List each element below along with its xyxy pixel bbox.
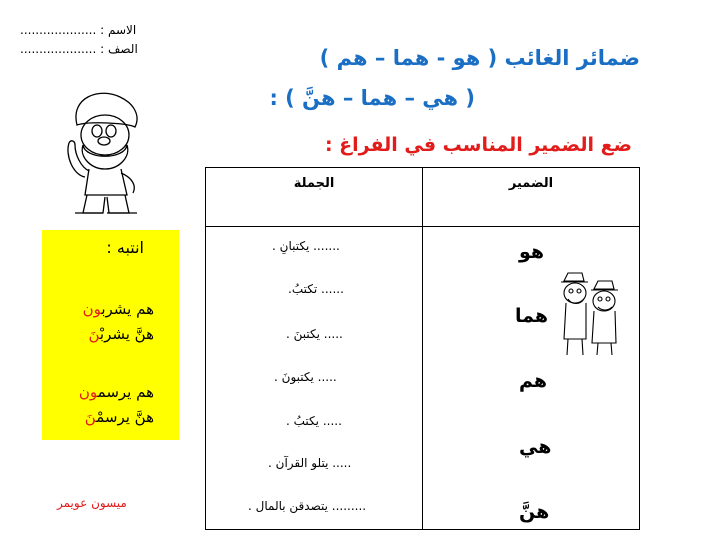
attention-note-box [42,230,179,440]
class-dots: .................... [20,42,97,56]
pronoun-item: هو [519,241,545,263]
note-example-2b [85,408,154,426]
class-label: الصف : [100,42,138,56]
note-example-1b-stem: هنَّ يشرب [99,325,154,343]
title-line-2: ( هي – هما – هنَّ ) : [269,86,475,110]
pronouns-list [423,227,639,529]
two-characters-illustration [558,267,620,359]
table-header-row [206,168,640,227]
sentences-list [206,227,422,529]
title-line-1: ضمائر الغائب ( هو - هما – هم ) [319,46,640,70]
pronoun-item: هما [515,305,549,327]
sentence-item: ......... يتصدقن بالمال . [248,499,367,513]
note-example-1a-stem: هم يشرب [101,300,154,318]
table-body-row [206,227,640,530]
sentence-item: ..... يكتبُ . [286,414,342,428]
note-example-2b-suffix: ْنَ [84,408,97,426]
sentence-item: ..... يكتبنَ . [286,327,343,341]
sentence-item: ..... يتلو القرآن . [268,456,352,470]
pronoun-item: هي [519,436,552,458]
note-example-1b-suffix: ْنَ [88,325,100,343]
note-example-1b [88,325,154,343]
header-sentence: الجملة [206,168,423,227]
note-example-2a-stem: هم يرسم [97,383,154,401]
note-title: انتبه : [106,238,144,257]
sentences-cell [206,227,423,530]
pronoun-item: هم [519,370,548,392]
instruction-text: ضع الضمير المناسب في الفراغ : [324,134,632,156]
author-name: ميسون عويمر [57,496,127,510]
sentence-item: ....... يكتبانِ . [272,239,340,253]
header-pronoun: الضمير [423,168,640,227]
pronoun-item: هنَّ [519,501,550,523]
sentence-item: ..... يكتبونَ . [274,370,337,384]
name-line [20,23,136,37]
note-example-2b-stem: هنَّ يرسم [96,408,154,426]
name-dots: .................... [20,23,97,37]
smurf-illustration [45,85,155,220]
name-label: الاسم : [100,23,137,37]
class-line [20,42,138,56]
note-example-2a [79,383,154,401]
sentence-item: ...... تكتبُ. [288,282,344,296]
note-example-1a [83,300,154,318]
worksheet-table [205,167,640,530]
note-example-1a-suffix: ون [82,300,102,318]
pronouns-cell [423,227,640,530]
note-example-2a-suffix: ون [78,383,98,401]
